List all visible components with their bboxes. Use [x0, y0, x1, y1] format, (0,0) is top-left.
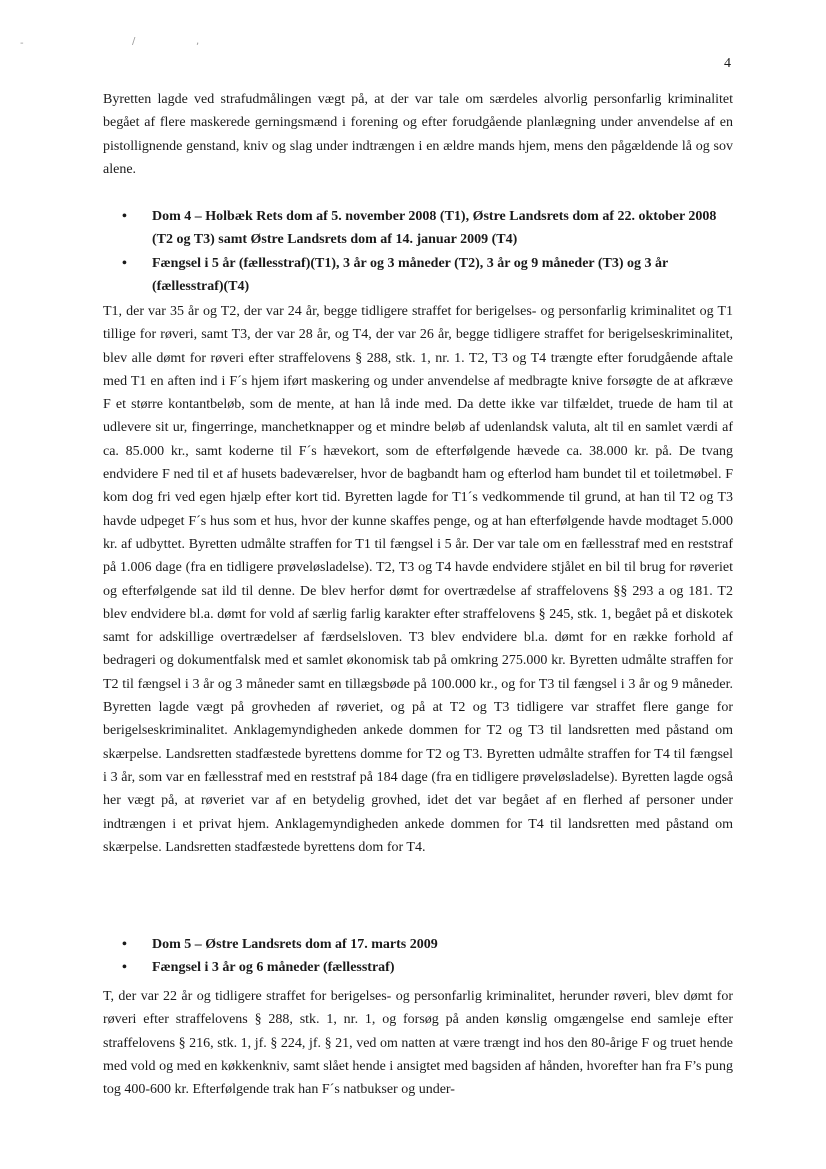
paragraph-sentencing-remarks: Byretten lagde ved strafudmålingen vægt på, at der var tale om særdeles alvorlig personfarlig kriminalitet begået af flere maskerede gerningsmænd i forening og efter forudgående planlægning under anvendelse af en pistollignende genstand, kniv og slag under indtrængen i en ældre mands hjem, mens den pågældende lå og sov alene.: [103, 92, 733, 177]
page-number: 4: [724, 56, 731, 71]
case-5-heading-list: [122, 933, 734, 980]
case-4-sentence-text: Fængsel i 5 år (fællesstraf)(T1), 3 år og 3 måneder (T2), 3 år og 9 måneder (T3) og 3 år (fællesstraf)(T4): [152, 255, 668, 294]
scan-speck: -: [20, 38, 24, 49]
bullet-marker: •: [122, 937, 127, 952]
case-5-title-text: Dom 5 – Østre Landsrets dom af 17. marts 2009: [152, 937, 438, 952]
bullet-marker: •: [122, 255, 127, 271]
scan-speck: ,: [196, 36, 200, 47]
paragraph-case-5: T, der var 22 år og tidligere straffet for berigelses- og personfarlig kriminalitet, herunder røveri, blev dømt for røveri efter straffelovens § 288, stk. 1, nr. 1, og forsøg på anden kønslig omgængelse end samleje efter straffelovens § 216, stk. 1, jf. § 224, jf. § 21, ved om natten at være trængt ind hos den 80-årige F og truet hende med vold og med en køkkenkniv, samt slået hende i ansigtet med bagsiden af hånden, hvorefter han fra F’s pung tog 400-600 kr. Efterfølgende trak han F´s natbukser og under-: [103, 989, 733, 1098]
case-4-heading-list: [122, 205, 734, 298]
scan-speck: /: [132, 36, 136, 47]
case-5-sentence-text: Fængsel i 3 år og 6 måneder (fællesstraf): [152, 960, 395, 976]
case-5-title: [122, 933, 734, 956]
bullet-marker: •: [122, 209, 127, 224]
case-4-sentence: [122, 252, 734, 299]
bullet-marker: •: [122, 960, 127, 976]
case-5-sentence: [122, 956, 734, 979]
case-4-title: [122, 205, 734, 252]
case-4-title-text: Dom 4 – Holbæk Rets dom af 5. november 2008 (T1), Østre Landsrets dom af 22. oktober 2008 (T2 og T3) samt Østre Landsrets dom af 14. januar 2009 (T4): [152, 209, 717, 248]
paragraph-case-4: T1, der var 35 år og T2, der var 24 år, begge tidligere straffet for berigelses- og personfarlig kriminalitet og T1 tillige for røveri, samt T3, der var 28 år, og T4, der var 26 år, begge tidligere straffet for berigelseskriminalitet, blev alle dømt for røveri efter straffelovens § 288, stk. 1, nr. 1. T2, T3 og T4 trængte efter forudgående aftale med T1 en aften ind i F´s hjem iført maskering og under anvendelse af medbragte knive forsøgte de at afkræve F et større kontantbeløb, som de mente, at han lå inde med. Da dette ikke var tilfældet, truede de ham til at udlevere sit ur, fingerringe, manchetknapper og et mindre beløb af udenlandsk valuta, alt til en samlet værdi af ca. 85.000 kr., samt koderne til F´s hævekort, som de efterfølgende hævede ca. 38.000 kr. på. De tvang endvidere F ned til et af husets badeværelser, hvor de bagbandt ham og efterlod ham bundet til et toiletmøbel. F kom dog fri ved egen hjælp efter kort tid. Byretten lagde for T1´s vedkommende til grund, at han til T2 og T3 havde udpeget F´s hus som et hus, hvor der kunne skaffes penge, og at han efterfølgende havde modtaget 5.000 kr. af udbyttet. Byretten udmålte straffen for T1 til fængsel i 5 år. Der var tale om en fællesstraf med en reststraf på 1.006 dage (fra en tidligere prøveløsladelse). T2, T3 og T4 havde endvidere stjålet en bil til brug for røveriet og efterfølgende sat ild til denne. De blev herfor dømt for overtrædelse af straffelovens §§ 293 a og 181. T2 blev endvidere bl.a. dømt for vold af særlig farlig karakter efter straffelovens § 245, stk. 1, begået på et diskotek samt for adskillige overtrædelser af færdselsloven. T3 blev endvidere bl.a. dømt for en række forhold af bedrageri og dokumentfalsk med et samlet økonomisk tab på omkring 275.000 kr. Byretten udmålte straffen for T2 til fængsel i 3 år og 3 måneder samt en tillægsbøde på 100.000 kr., og for T3 til fængsel i 3 år og 9 måneder. Byretten lagde vægt på grovheden af røveriet, og på at T2 og T3 tidligere var straffet flere gange for berigelseskriminalitet. Anklagemyndigheden ankede dommen for T2 og T3 til landsretten med påstand om skærpelse. Landsretten stadfæstede byrettens domme for T2 og T3. Byretten udmålte straffen for T4 til fængsel i 3 år, som var en fællesstraf med en reststraf på 184 dage (fra en tidligere prøveløsladelse). Byretten lagde også her vægt på, at røveriet var af en betydelig grovhed, idet det var begået af en flerhed af personer under indtrængen i et privat hjem. Anklagemyndigheden ankede dommen for T4 til landsretten med påstand om skærpelse. Landsretten stadfæstede byrettens dom for T4.: [103, 304, 733, 855]
